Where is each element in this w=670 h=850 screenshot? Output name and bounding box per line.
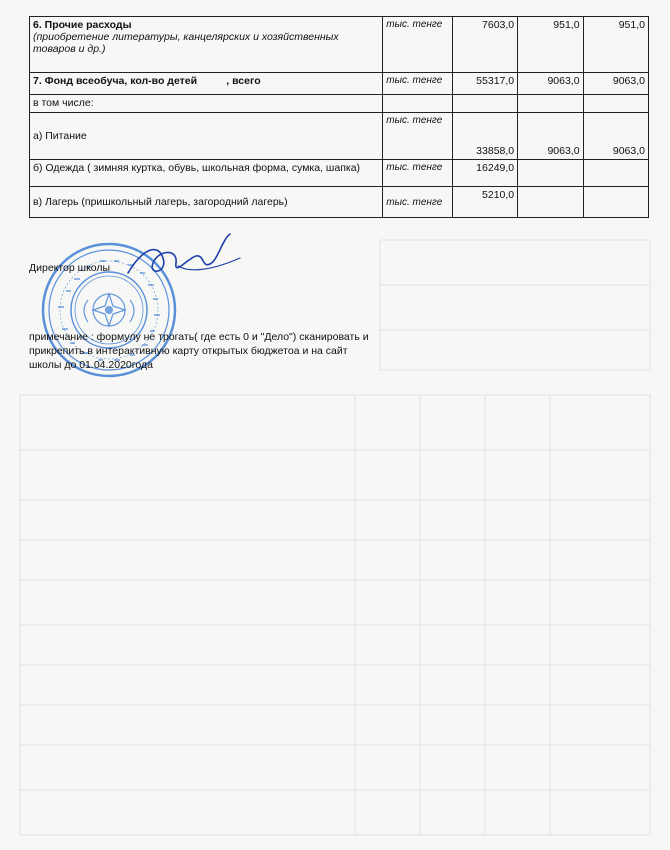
table-row <box>30 160 649 187</box>
director-signature-label: Директор школы <box>29 262 111 274</box>
row-name-cell: 7. Фонд всеобуча, кол-во детей , всего <box>30 73 383 95</box>
row-name-cell <box>30 17 383 73</box>
value-cell-2 <box>518 95 583 113</box>
row-detail: (приобретение литературы, канцелярских и хозяйственных товаров и др.) <box>33 31 339 55</box>
table-row <box>30 17 649 73</box>
value-cell-2: 951,0 <box>518 17 583 73</box>
value-cell-3: 9063,0 <box>583 113 648 160</box>
unit-cell: тыс. тенге <box>383 187 452 218</box>
table-row <box>30 187 649 218</box>
row-name-cell: б) Одежда ( зимняя куртка, обувь, школьная форма, сумка, шапка) <box>30 160 383 187</box>
row-name-cell: в том числе: <box>30 95 383 113</box>
row-name-cell: в) Лагерь (пришкольный лагерь, загородний лагерь) <box>30 187 383 218</box>
table-row <box>30 73 649 95</box>
value-cell-1: 7603,0 <box>452 17 517 73</box>
unit-cell <box>383 95 452 113</box>
value-cell-1 <box>452 95 517 113</box>
row-title: 6. Прочие расходы <box>33 19 132 31</box>
value-cell-1: 5210,0 <box>452 187 517 218</box>
unit-cell: тыс. тенге <box>383 113 452 160</box>
table-row <box>30 113 649 160</box>
value-cell-3: 951,0 <box>583 17 648 73</box>
value-cell-1: 16249,0 <box>452 160 517 187</box>
unit-cell: тыс. тенге <box>383 17 452 73</box>
table-row <box>30 95 649 113</box>
unit-cell: тыс. тенге <box>383 160 452 187</box>
unit-cell: тыс. тенге <box>383 73 452 95</box>
value-cell-1: 33858,0 <box>452 113 517 160</box>
expense-table <box>29 16 649 218</box>
value-cell-3 <box>583 95 648 113</box>
value-cell-2: 9063,0 <box>518 113 583 160</box>
value-cell-3: 9063,0 <box>583 73 648 95</box>
value-cell-2: 9063,0 <box>518 73 583 95</box>
value-cell-3 <box>583 187 648 218</box>
value-cell-3 <box>583 160 648 187</box>
signature-icon <box>118 228 248 288</box>
value-cell-2 <box>518 160 583 187</box>
footnote-text: примечание : формулу не трогать( где есть 0 и "Дело") сканировать и прикрепить в интерактивную карту открытых бюджетоа и на сайт школы до 01.04.2020года <box>29 331 369 371</box>
value-cell-2 <box>518 187 583 218</box>
value-cell-1: 55317,0 <box>452 73 517 95</box>
row-name-cell: а) Питание <box>30 113 383 160</box>
